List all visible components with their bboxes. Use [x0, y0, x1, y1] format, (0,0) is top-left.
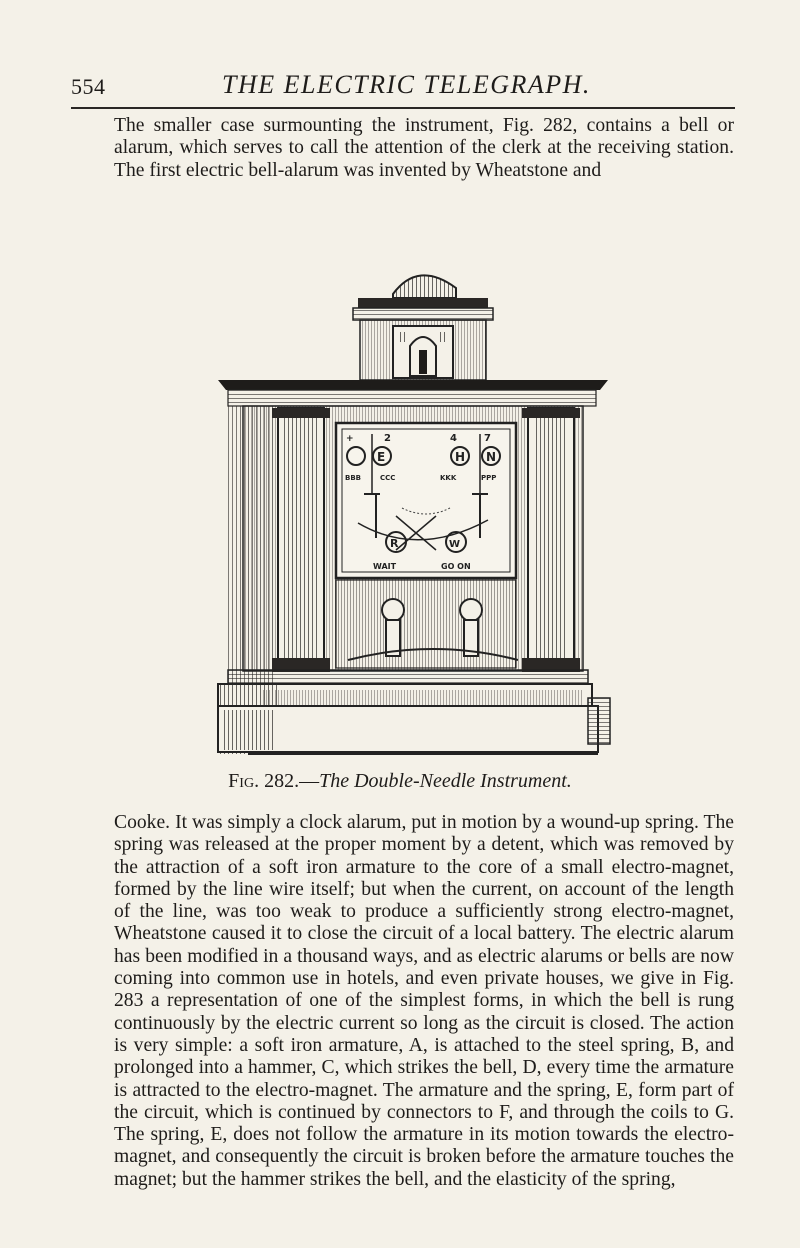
dial-marks-bbb: BBB: [345, 474, 362, 482]
dial-number-2: 2: [384, 433, 391, 444]
dial-number-4: 4: [450, 433, 457, 444]
svg-text:+: +: [346, 434, 354, 444]
double-needle-instrument-figure: [188, 258, 628, 763]
dial-marks-ccc: CCC: [380, 474, 396, 482]
paragraph-intro: The smaller case surmounting the instrument, Fig. 282, contains a bell or alarum, which serves to call the attention of the clerk at the receiving station. The first electric bell-alarum was invented by Wheatstone and: [114, 115, 734, 181]
figure-caption-title: The Double-Needle Instrument.: [319, 770, 572, 792]
figure-caption: [0, 770, 800, 793]
page-number: 554: [71, 74, 106, 99]
instrument-cornice: [218, 380, 608, 406]
left-handle-knob: [382, 599, 404, 621]
dial-word-go-on: GO ON: [441, 562, 471, 571]
paragraph-bell-alarum: Cooke. It was simply a clock alarum, put in motion by a wound-up spring. The spring was released at the proper moment by a detent, which was removed by the attraction of a soft iron armature to the core of a small electro-magnet, formed by the line wire itself; but when the current, on account of the length of the line, was too weak to produce a sufficiently strong electro-magnet, Wheatstone caused it to close the circuit of a local battery. The electric alarum has been modified in a thousand ways, and as electric alarums or bells are now coming into common use in hotels, and even private houses, we give in Fig. 283 a representation of one of the simplest forms, in which the bell is rung continuously by the electric current so long as the circuit is closed. The action is very simple: a soft iron armature, A, is attached to the steel spring, B, and prolonged into a hammer, C, which strikes the bell, D, every time the armature is attracted to the electro-magnet. The armature and the spring, E, form part of the circuit, which is continued by connectors to F, and through the coils to G. The spring, E, does not follow the armature in its motion towards the electro-magnet, and consequently the circuit is broken before the armature touches the magnet; but the hammer strikes the bell, and the elasticity of the spring,: [114, 812, 734, 1190]
dial-word-wait: WAIT: [373, 562, 397, 571]
instrument-base: [218, 670, 610, 754]
dial-e-letter: E: [377, 450, 386, 464]
bell-case: [353, 275, 493, 380]
figure-caption-label: Fig. 282.—: [228, 770, 320, 792]
dial-w-letter: W: [449, 539, 461, 550]
right-handle-knob: [460, 599, 482, 621]
needle-handles: [336, 580, 518, 668]
dial-number-7: 7: [484, 433, 491, 444]
running-head: THE ELECTRIC TELEGRAPH.: [222, 70, 591, 99]
dial-n-letter: N: [486, 450, 497, 464]
instrument-engraving: [188, 258, 628, 763]
header-rule: [71, 107, 735, 109]
dial-marks-kkk: KKK: [440, 474, 457, 482]
dial-panel: [336, 423, 516, 578]
dial-h-letter: H: [455, 450, 466, 464]
dial-r-letter: R: [390, 537, 399, 550]
dial-marks-ppp: PPP: [481, 474, 497, 482]
